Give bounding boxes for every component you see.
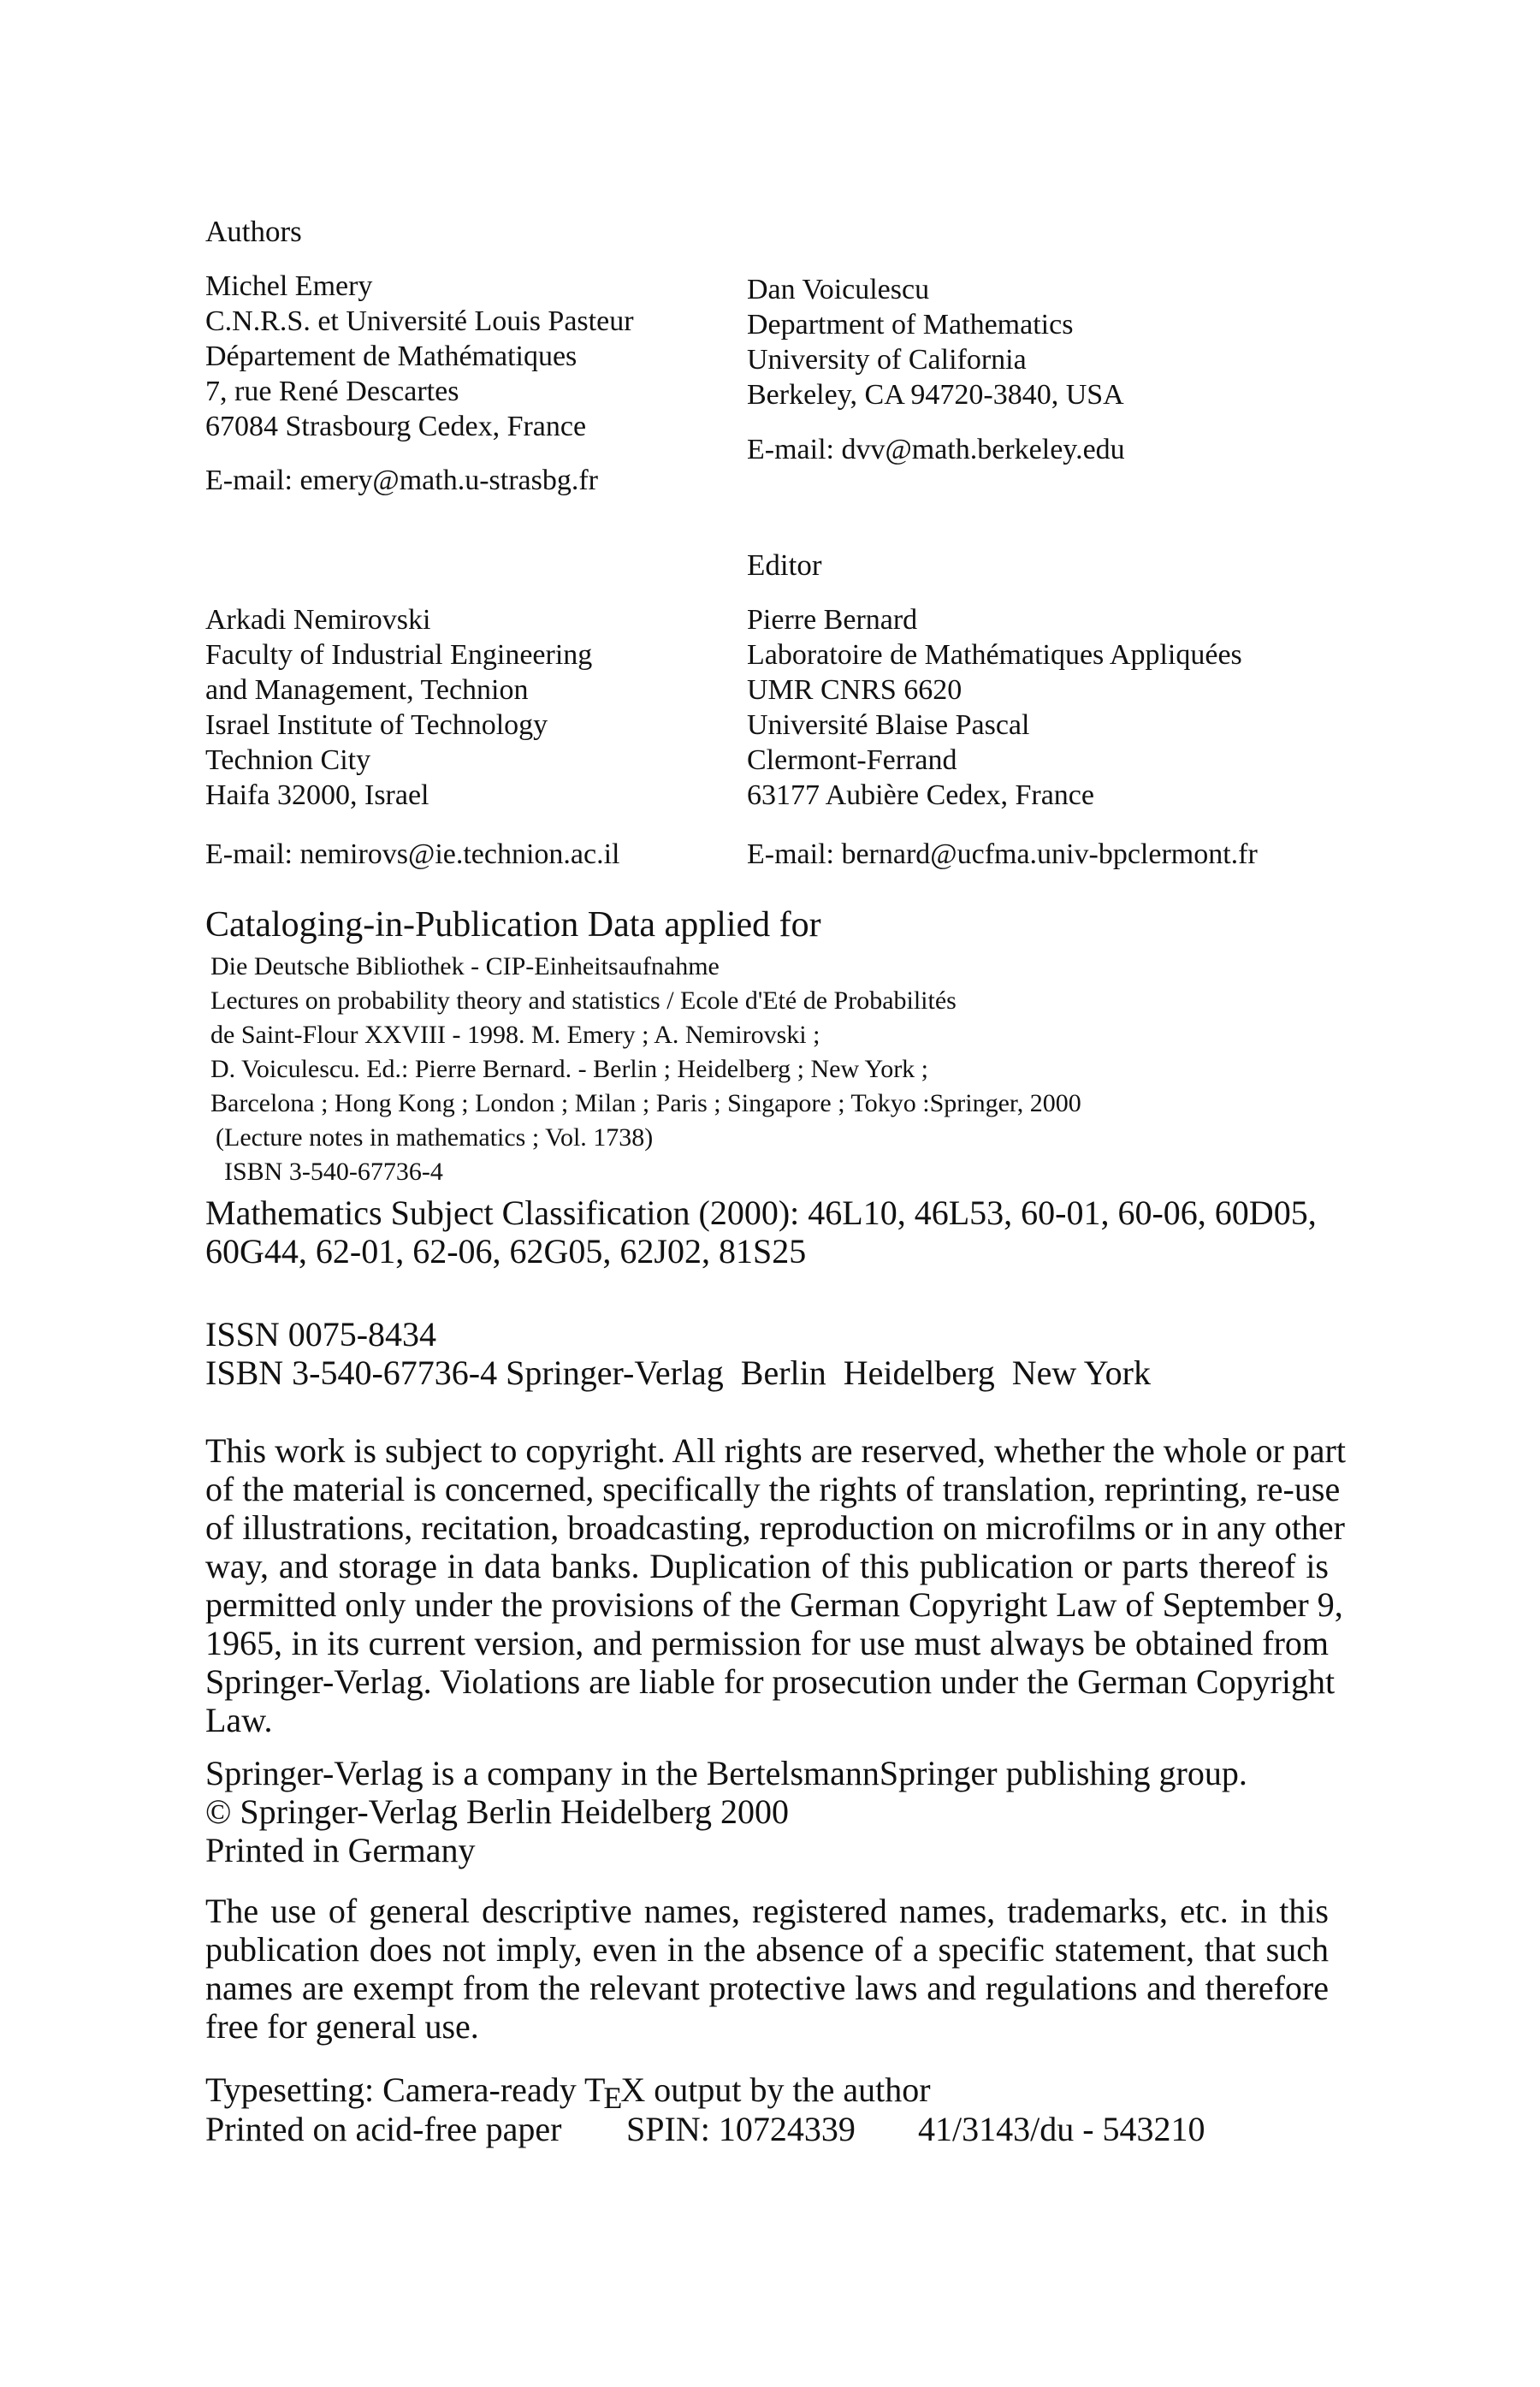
paragraph-line: The use of general descriptive names, registered names, trademarks, etc. in this (205, 1892, 1329, 1930)
copyright-paragraph (205, 1431, 1346, 1739)
authors-heading: Authors (205, 215, 302, 248)
editor-address (747, 602, 1242, 813)
issn-isbn (205, 1315, 1151, 1392)
address-line: Michel Emery (205, 270, 373, 302)
address-line: and Management, Technion (205, 674, 529, 706)
author-email-emery: E-mail: emery@math.u-strasbg.fr (205, 465, 598, 496)
address-line: Laboratoire de Mathématiques Appliquées (747, 639, 1242, 671)
address-line: Dan Voiculescu (747, 274, 930, 305)
paragraph-line: of the material is concerned, specifically the rights of translation, reprinting, re-use (205, 1470, 1341, 1508)
author-address-voiculescu (747, 272, 1124, 412)
msc-line: 60G44, 62-01, 62-06, 62G05, 62J02, 81S25 (205, 1232, 807, 1270)
address-line: 67084 Strasbourg Cedex, France (205, 411, 587, 442)
author-email-nemirovski: E-mail: nemirovs@ie.technion.ac.il (205, 838, 620, 870)
paragraph-line: publication does not imply, even in the absence of a specific statement, that such (205, 1930, 1329, 1969)
address-line: Israel Institute of Technology (205, 709, 548, 741)
address-line: Département de Mathématiques (205, 341, 578, 372)
address-line: Faculty of Industrial Engineering (205, 639, 593, 671)
author-address-emery (205, 269, 634, 444)
address-line: UMR CNRS 6620 (747, 674, 962, 706)
paragraph-line: of illustrations, recitation, broadcasting, reproduction on microfilms or in any other (205, 1508, 1345, 1547)
issn: ISSN 0075-8434 (205, 1315, 437, 1353)
spin-number: SPIN: 10724339 (626, 2110, 856, 2148)
typesetting-prefix: Typesetting: Camera-ready (205, 2070, 584, 2109)
tex-logo: TEX (583, 2070, 646, 2115)
paragraph-line: Law. (205, 1701, 273, 1739)
address-line: Haifa 32000, Israel (205, 779, 429, 811)
paragraph-line: permitted only under the provisions of the German Copyright Law of September 9, (205, 1585, 1343, 1624)
copyright-notice: © Springer-Verlag Berlin Heidelberg 2000 (205, 1792, 790, 1831)
trademark-paragraph (205, 1892, 1329, 2046)
paragraph-line: names are exempt from the relevant protective laws and regulations and therefore (205, 1969, 1329, 2007)
editor-heading: Editor (747, 548, 822, 582)
printed-in: Printed in Germany (205, 1831, 476, 1869)
publisher-line: Springer-Verlag is a company in the BertelsmannSpringer publishing group. (205, 1754, 1247, 1792)
address-line: Berkeley, CA 94720-3840, USA (747, 379, 1124, 411)
address-line: Technion City (205, 744, 371, 776)
cip-line: D. Voiculescu. Ed.: Pierre Bernard. - Berlin ; Heidelberg ; New York ; (210, 1055, 929, 1083)
paragraph-line: This work is subject to copyright. All rights are reserved, whether the whole or part (205, 1431, 1346, 1470)
cip-line: (Lecture notes in mathematics ; Vol. 1738) (216, 1123, 654, 1152)
address-line: Arkadi Nemirovski (205, 604, 431, 636)
typesetting-line (205, 2070, 931, 2115)
address-line: Clermont-Ferrand (747, 744, 957, 776)
cip-line: de Saint-Flour XXVIII - 1998. M. Emery ; A. Nemirovski ; (210, 1021, 820, 1049)
address-line: Department of Mathematics (747, 309, 1074, 341)
paragraph-line: way, and storage in data banks. Duplication of this publication or parts thereof is (205, 1547, 1329, 1585)
cip-title: Cataloging-in-Publication Data applied for (205, 905, 821, 945)
paragraph-line: free for general use. (205, 2007, 479, 2046)
paper-note: Printed on acid-free paper (205, 2110, 562, 2148)
address-line: 63177 Aubière Cedex, France (747, 779, 1094, 811)
isbn: ISBN 3-540-67736-4 Springer-Verlag Berlin Heidelberg New York (205, 1353, 1151, 1392)
address-line: Pierre Bernard (747, 604, 918, 636)
cip-line: ISBN 3-540-67736-4 (224, 1158, 443, 1186)
paragraph-line: Springer-Verlag. Violations are liable for prosecution under the German Copyright (205, 1662, 1336, 1701)
address-line: University of California (747, 344, 1027, 376)
subject-classification (205, 1194, 1317, 1270)
msc-line: Mathematics Subject Classification (2000): 46L10, 46L53, 60-01, 60-06, 60D05, (205, 1194, 1317, 1232)
cip-line: Barcelona ; Hong Kong ; London ; Milan ; Paris ; Singapore ; Tokyo :Springer, 2000 (210, 1089, 1081, 1117)
address-line: C.N.R.S. et Université Louis Pasteur (205, 305, 634, 337)
cip-line: Die Deutsche Bibliothek - CIP-Einheitsaufnahme (210, 952, 720, 980)
cip-record (210, 950, 1081, 1189)
editor-email: E-mail: bernard@ucfma.univ-bpclermont.fr (747, 838, 1258, 870)
publisher-info (205, 1754, 1247, 1869)
print-code: 41/3143/du - 543210 (918, 2110, 1205, 2148)
paragraph-line: 1965, in its current version, and permission for use must always be obtained from (205, 1624, 1329, 1662)
typesetting-suffix: output by the author (645, 2070, 931, 2109)
author-email-voiculescu: E-mail: dvv@math.berkeley.edu (747, 434, 1125, 465)
address-line: 7, rue René Descartes (205, 376, 459, 407)
cip-line: Lectures on probability theory and statistics / Ecole d'Eté de Probabilités (210, 986, 957, 1015)
address-line: Université Blaise Pascal (747, 709, 1030, 741)
author-address-nemirovski (205, 602, 592, 813)
